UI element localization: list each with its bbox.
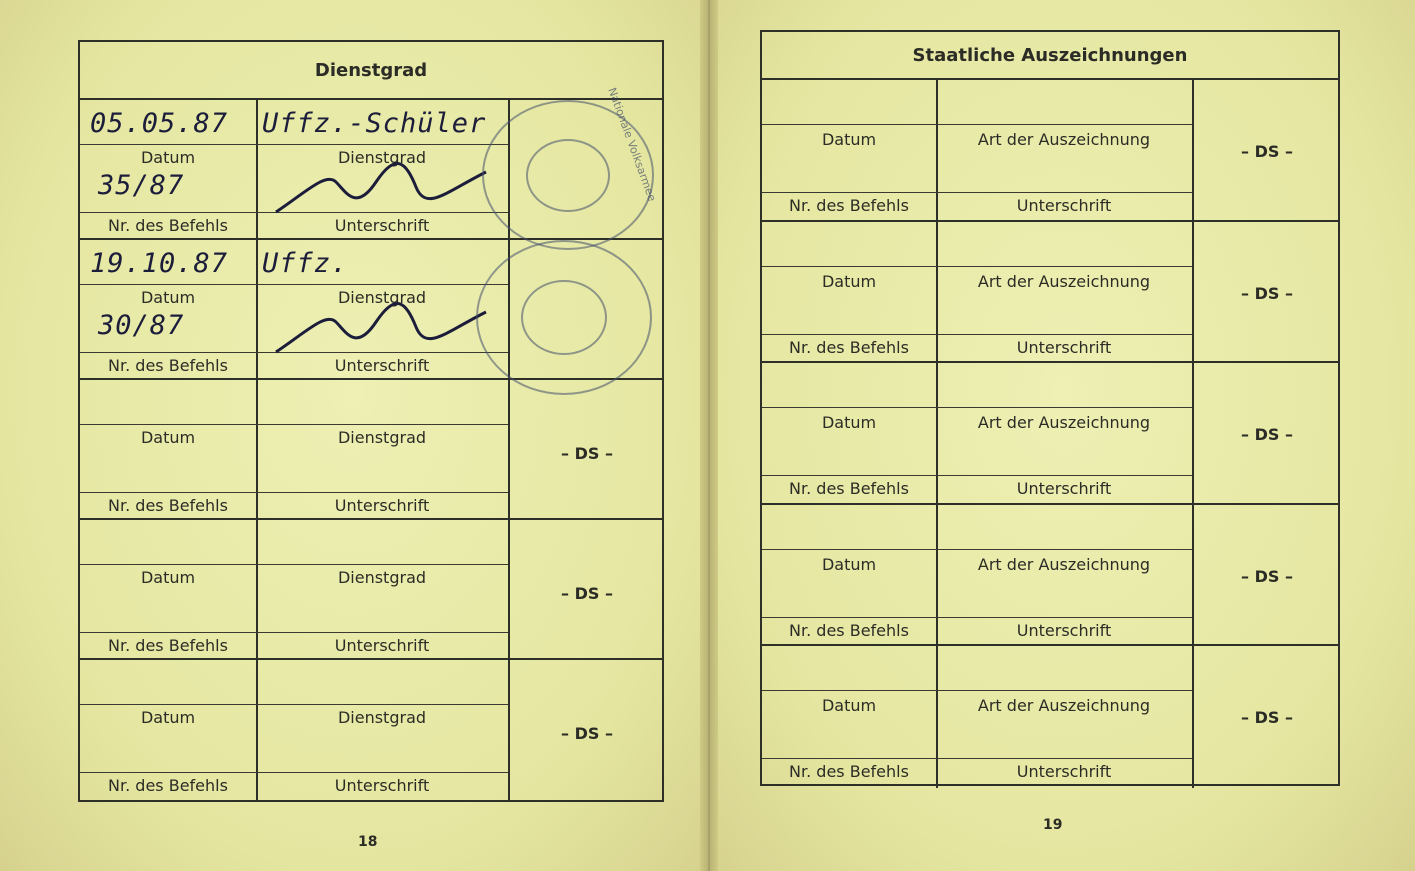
rank-row xyxy=(80,380,662,520)
award-row xyxy=(762,222,1338,364)
ds-label: – DS – xyxy=(561,444,613,463)
label-befehl: Nr. des Befehls xyxy=(108,356,228,375)
label-dienstgrad: Dienstgrad xyxy=(337,568,427,587)
label-art: Art der Auszeichnung xyxy=(977,130,1151,149)
label-unterschrift: Unterschrift xyxy=(1016,479,1112,498)
label-datum: Datum xyxy=(140,428,196,447)
label-befehl: Nr. des Befehls xyxy=(789,479,909,498)
handwritten-rank: Uffz.-Schüler xyxy=(262,108,487,139)
ds-label: – DS – xyxy=(1241,708,1293,727)
handwritten-rank: Uffz. xyxy=(262,248,349,279)
label-art: Art der Auszeichnung xyxy=(977,413,1151,432)
handwritten-order: 30/87 xyxy=(98,310,185,341)
label-unterschrift: Unterschrift xyxy=(1016,762,1112,781)
rank-table-header: Dienstgrad xyxy=(80,42,662,100)
label-dienstgrad: Dienstgrad xyxy=(337,148,427,167)
handwritten-order: 35/87 xyxy=(98,170,185,201)
label-art: Art der Auszeichnung xyxy=(977,554,1151,574)
awards-table-header: Staatliche Auszeichnungen xyxy=(762,32,1338,80)
award-row xyxy=(762,646,1338,788)
label-befehl: Nr. des Befehls xyxy=(789,337,909,357)
label-datum: Datum xyxy=(821,554,877,574)
label-art: Art der Auszeichnung xyxy=(977,271,1151,291)
label-befehl: Nr. des Befehls xyxy=(789,762,909,781)
ds-label: – DS – xyxy=(561,724,613,743)
signature xyxy=(266,152,496,222)
ds-label: – DS – xyxy=(1241,566,1293,586)
award-row xyxy=(762,363,1338,505)
label-datum: Datum xyxy=(140,148,196,167)
label-datum: Datum xyxy=(140,708,196,727)
awards-table xyxy=(760,30,1340,786)
label-befehl: Nr. des Befehls xyxy=(108,636,228,655)
label-unterschrift: Unterschrift xyxy=(1016,337,1112,357)
official-stamp xyxy=(482,85,659,250)
label-art: Art der Auszeichnung xyxy=(977,696,1151,715)
label-befehl: Nr. des Befehls xyxy=(108,776,228,795)
label-datum: Datum xyxy=(821,271,877,291)
label-unterschrift: Unterschrift xyxy=(334,776,430,795)
label-unterschrift: Unterschrift xyxy=(1016,196,1112,215)
label-unterschrift: Unterschrift xyxy=(334,636,430,655)
handwritten-date: 19.10.87 xyxy=(90,248,229,279)
label-unterschrift: Unterschrift xyxy=(334,216,430,235)
label-befehl: Nr. des Befehls xyxy=(108,496,228,515)
label-befehl: Nr. des Befehls xyxy=(789,196,909,215)
label-datum: Datum xyxy=(140,288,196,307)
handwritten-date: 05.05.87 xyxy=(90,108,229,139)
label-unterschrift: Unterschrift xyxy=(334,356,430,375)
award-row xyxy=(762,505,1338,647)
label-datum: Datum xyxy=(140,568,196,587)
label-datum: Datum xyxy=(821,413,877,432)
label-datum: Datum xyxy=(821,696,877,715)
label-dienstgrad: Dienstgrad xyxy=(337,288,427,307)
ds-label: – DS – xyxy=(1241,142,1293,161)
rank-row xyxy=(80,660,662,800)
book-gutter xyxy=(700,0,718,871)
official-stamp xyxy=(476,240,652,395)
rank-row xyxy=(80,520,662,660)
award-row xyxy=(762,80,1338,222)
label-unterschrift: Unterschrift xyxy=(334,496,430,515)
ds-label: – DS – xyxy=(1241,283,1293,303)
label-befehl: Nr. des Befehls xyxy=(789,620,909,640)
ds-label: – DS – xyxy=(561,584,613,603)
signature xyxy=(266,292,496,362)
label-unterschrift: Unterschrift xyxy=(1016,620,1112,640)
page-number-right: 19 xyxy=(1043,817,1063,833)
label-befehl: Nr. des Befehls xyxy=(108,216,228,235)
ds-label: – DS – xyxy=(1241,425,1293,444)
label-datum: Datum xyxy=(821,130,877,149)
label-dienstgrad: Dienstgrad xyxy=(337,708,427,727)
page-number-left: 18 xyxy=(358,834,378,850)
stamp-ring-text: Nationale Volksarmee xyxy=(605,85,659,204)
label-dienstgrad: Dienstgrad xyxy=(337,428,427,447)
